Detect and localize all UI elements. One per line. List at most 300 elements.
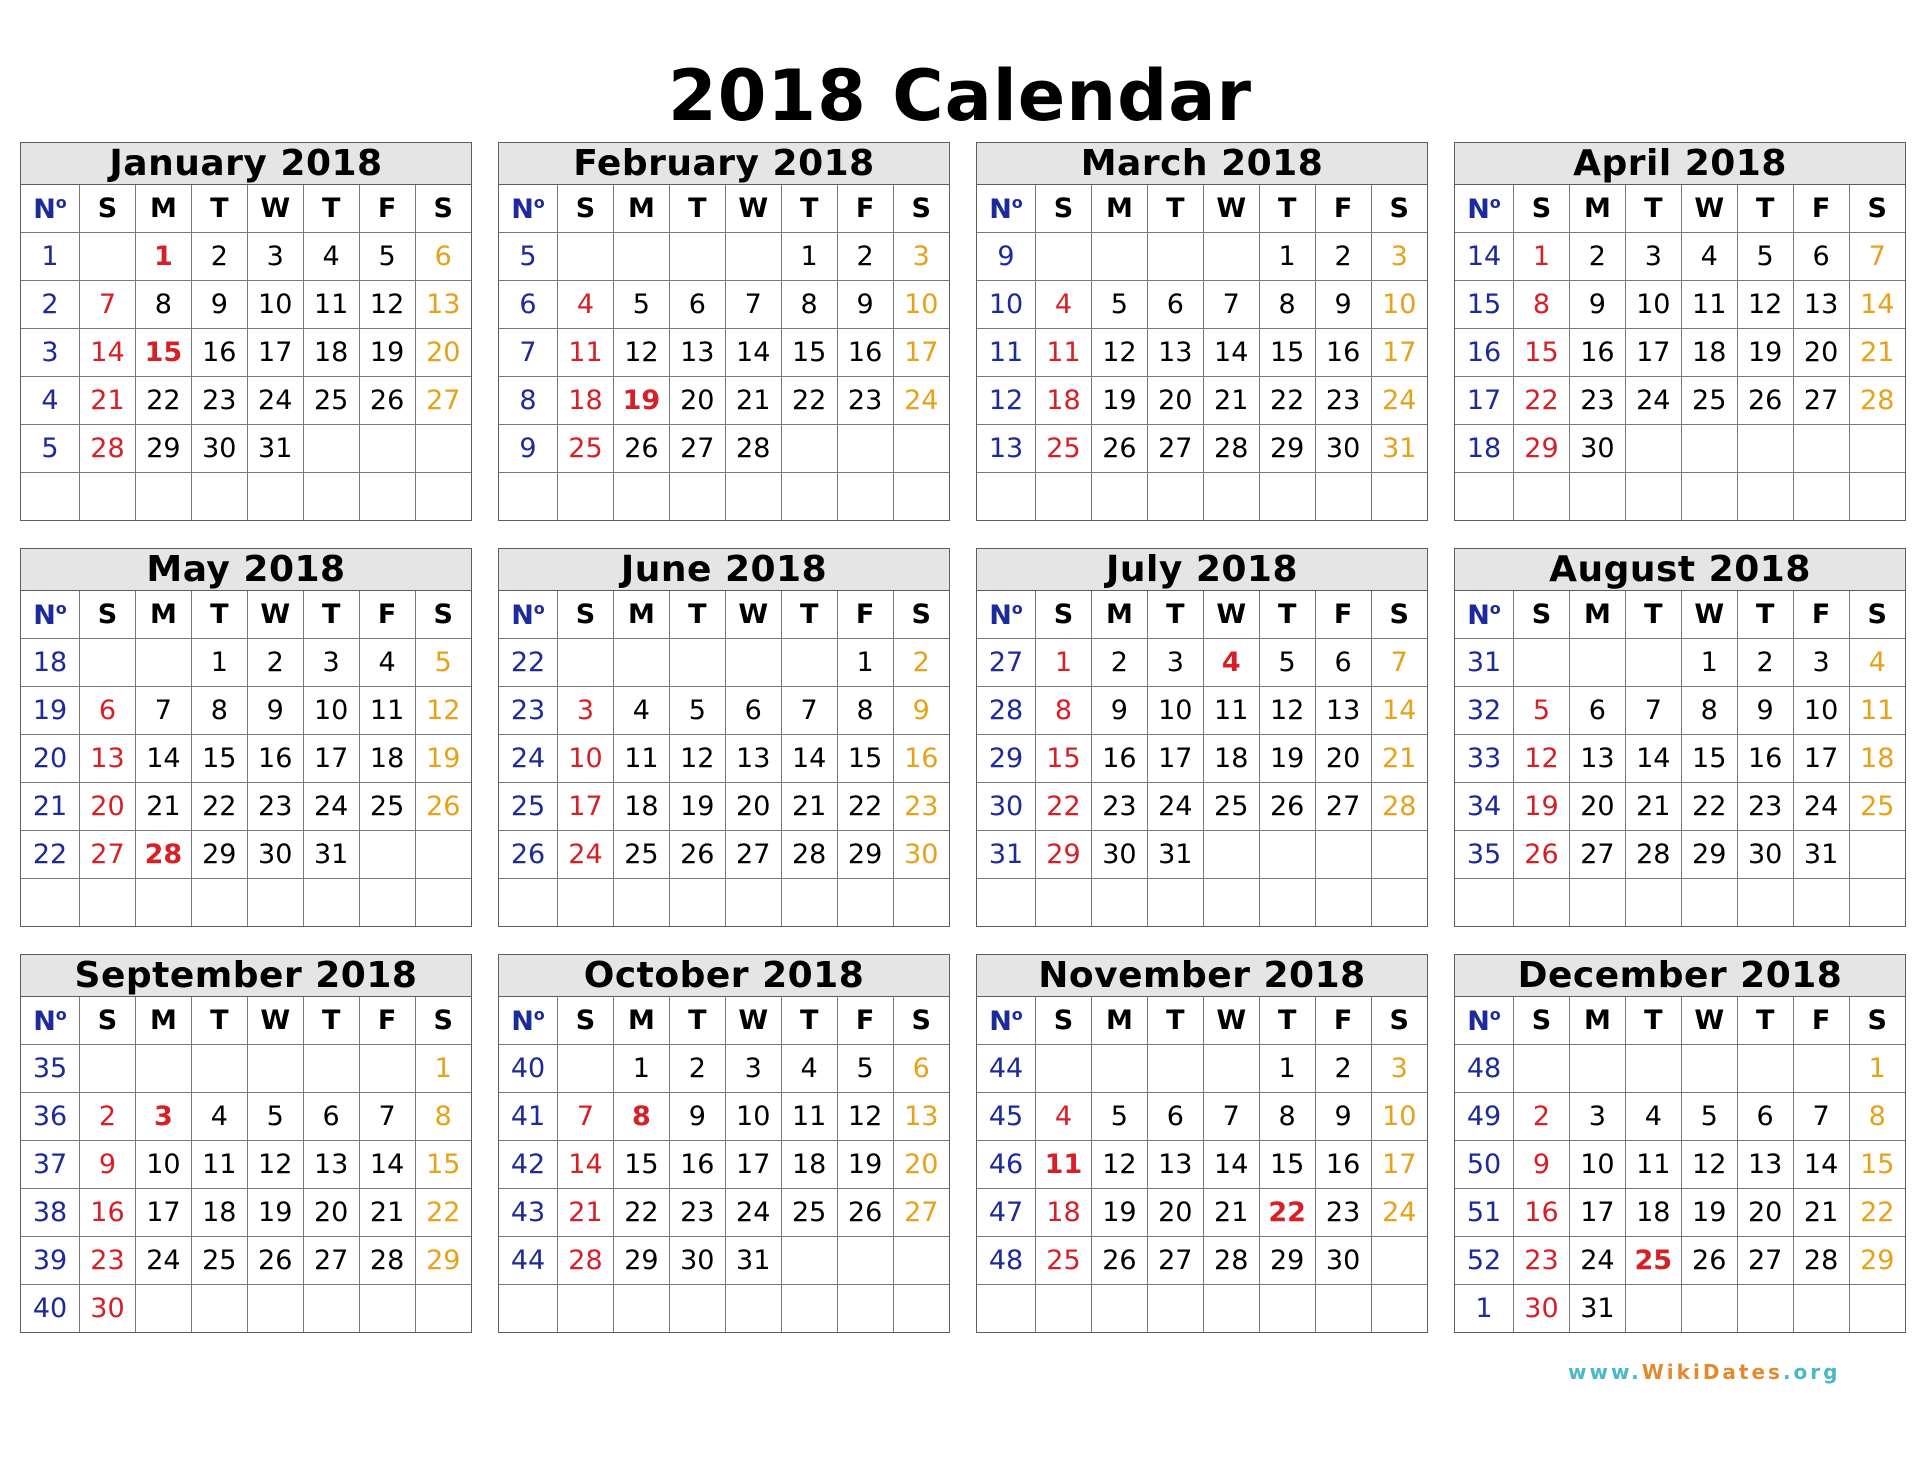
day-cell: 7 — [359, 1093, 415, 1141]
day-cell: 8 — [1681, 687, 1737, 735]
day-cell: 21 — [1203, 1189, 1259, 1237]
week-number: 43 — [499, 1189, 558, 1237]
weekday-label: T — [781, 997, 837, 1045]
day-cell: 16 — [1514, 1189, 1570, 1237]
weekday-header-row — [1455, 185, 1905, 233]
week-number: 21 — [21, 783, 80, 831]
day-cell — [1793, 1045, 1849, 1093]
day-cell — [359, 831, 415, 879]
day-cell: 25 — [613, 831, 669, 879]
weekday-label: M — [1091, 997, 1147, 1045]
day-cell — [1036, 1045, 1092, 1093]
day-cell: 22 — [1681, 783, 1737, 831]
day-cell — [247, 1285, 303, 1333]
day-cell — [725, 233, 781, 281]
weekday-label: W — [1681, 591, 1737, 639]
day-cell — [781, 473, 837, 521]
weekday-label: T — [191, 591, 247, 639]
day-cell — [1203, 233, 1259, 281]
day-cell — [558, 1045, 614, 1093]
week-row — [1455, 233, 1905, 281]
day-cell — [359, 425, 415, 473]
day-cell — [303, 1285, 359, 1333]
day-cell — [1625, 425, 1681, 473]
weekday-label: M — [135, 185, 191, 233]
day-cell: 7 — [135, 687, 191, 735]
week-number: 46 — [977, 1141, 1036, 1189]
day-cell: 9 — [893, 687, 949, 735]
day-cell — [1091, 1285, 1147, 1333]
day-cell: 25 — [1849, 783, 1905, 831]
day-cell: 1 — [1514, 233, 1570, 281]
day-cell — [1203, 831, 1259, 879]
day-cell — [1371, 1285, 1427, 1333]
week-row — [21, 783, 471, 831]
day-cell — [837, 879, 893, 927]
day-cell: 7 — [1371, 639, 1427, 687]
week-row — [1455, 425, 1905, 473]
day-cell: 14 — [781, 735, 837, 783]
month-july — [976, 548, 1428, 927]
week-number: 31 — [977, 831, 1036, 879]
week-row — [499, 639, 949, 687]
day-cell: 7 — [1849, 233, 1905, 281]
day-cell: 23 — [1315, 1189, 1371, 1237]
day-cell: 18 — [1036, 377, 1092, 425]
day-cell: 23 — [1737, 783, 1793, 831]
day-cell: 27 — [415, 377, 471, 425]
day-cell: 26 — [1681, 1237, 1737, 1285]
day-cell: 6 — [1737, 1093, 1793, 1141]
weekday-header-row — [21, 591, 471, 639]
day-cell: 11 — [781, 1093, 837, 1141]
weekday-label: T — [191, 997, 247, 1045]
day-cell — [247, 1045, 303, 1093]
day-cell: 27 — [1793, 377, 1849, 425]
weekday-label: W — [725, 997, 781, 1045]
day-cell: 29 — [1036, 831, 1092, 879]
day-cell: 16 — [247, 735, 303, 783]
day-cell: 11 — [613, 735, 669, 783]
weekday-header-row — [1455, 997, 1905, 1045]
weekday-label: T — [1625, 185, 1681, 233]
week-row — [499, 783, 949, 831]
day-cell: 23 — [1569, 377, 1625, 425]
day-cell: 5 — [1091, 281, 1147, 329]
day-cell — [80, 473, 136, 521]
week-row — [499, 1141, 949, 1189]
calendar-grid — [20, 142, 1906, 1333]
week-number: 40 — [499, 1045, 558, 1093]
day-cell: 25 — [558, 425, 614, 473]
day-cell: 16 — [1091, 735, 1147, 783]
day-cell: 18 — [1681, 329, 1737, 377]
day-cell: 5 — [1514, 687, 1570, 735]
day-cell: 22 — [781, 377, 837, 425]
month-november — [976, 954, 1428, 1333]
day-cell: 19 — [247, 1189, 303, 1237]
weekday-label: W — [247, 185, 303, 233]
month-title: December 2018 — [1455, 955, 1905, 997]
day-cell: 16 — [1315, 329, 1371, 377]
week-number-header: $N^o$ — [21, 997, 80, 1045]
week-number: 11 — [977, 329, 1036, 377]
day-cell — [837, 425, 893, 473]
day-cell — [1315, 1285, 1371, 1333]
month-title: February 2018 — [499, 143, 949, 185]
day-cell — [135, 1045, 191, 1093]
week-row — [977, 1045, 1427, 1093]
weekday-label: T — [1259, 997, 1315, 1045]
weekday-label: M — [1091, 185, 1147, 233]
day-cell — [359, 1045, 415, 1093]
weekday-label: T — [1147, 591, 1203, 639]
weekday-label: S — [415, 185, 471, 233]
week-number: 26 — [499, 831, 558, 879]
day-cell — [1514, 1045, 1570, 1093]
weekday-label: S — [1849, 591, 1905, 639]
day-cell — [669, 1285, 725, 1333]
day-cell: 25 — [303, 377, 359, 425]
day-cell: 8 — [837, 687, 893, 735]
week-number-header: $N^o$ — [21, 185, 80, 233]
day-cell: 11 — [1681, 281, 1737, 329]
week-number: 3 — [21, 329, 80, 377]
day-cell: 17 — [725, 1141, 781, 1189]
day-cell: 8 — [1849, 1093, 1905, 1141]
weekday-label: S — [893, 185, 949, 233]
day-cell: 15 — [1259, 329, 1315, 377]
week-number: 33 — [1455, 735, 1514, 783]
day-cell: 29 — [613, 1237, 669, 1285]
day-cell: 5 — [1681, 1093, 1737, 1141]
week-number: 48 — [977, 1237, 1036, 1285]
weekday-label: M — [613, 185, 669, 233]
day-cell: 7 — [725, 281, 781, 329]
week-number: 37 — [21, 1141, 80, 1189]
weekday-header-row — [499, 185, 949, 233]
day-cell: 28 — [1849, 377, 1905, 425]
week-row — [499, 831, 949, 879]
weekday-header-row — [977, 997, 1427, 1045]
day-cell — [1849, 831, 1905, 879]
day-cell: 13 — [415, 281, 471, 329]
week-row — [1455, 329, 1905, 377]
day-cell: 21 — [1625, 783, 1681, 831]
week-number — [499, 1285, 558, 1333]
week-number: 7 — [499, 329, 558, 377]
week-row — [499, 879, 949, 927]
day-cell — [1793, 1285, 1849, 1333]
week-row — [499, 377, 949, 425]
day-cell — [80, 1045, 136, 1093]
day-cell: 19 — [415, 735, 471, 783]
day-cell: 22 — [191, 783, 247, 831]
weekday-label: M — [135, 997, 191, 1045]
day-cell: 26 — [1259, 783, 1315, 831]
day-cell: 28 — [1203, 1237, 1259, 1285]
day-cell: 21 — [725, 377, 781, 425]
day-cell — [1625, 639, 1681, 687]
day-cell — [1315, 879, 1371, 927]
week-number: 19 — [21, 687, 80, 735]
weekday-label: T — [1147, 997, 1203, 1045]
day-cell — [1315, 473, 1371, 521]
day-cell: 18 — [1036, 1189, 1092, 1237]
weekday-label: S — [1514, 185, 1570, 233]
week-row — [977, 1285, 1427, 1333]
day-cell: 24 — [1793, 783, 1849, 831]
day-cell — [725, 473, 781, 521]
week-number: 4 — [21, 377, 80, 425]
day-cell: 12 — [359, 281, 415, 329]
week-number — [499, 879, 558, 927]
day-cell: 10 — [247, 281, 303, 329]
day-cell: 20 — [1147, 1189, 1203, 1237]
day-cell — [1625, 1285, 1681, 1333]
week-number: 45 — [977, 1093, 1036, 1141]
day-cell: 29 — [837, 831, 893, 879]
day-cell — [893, 1237, 949, 1285]
day-cell — [1036, 879, 1092, 927]
day-cell — [80, 879, 136, 927]
week-row — [21, 1093, 471, 1141]
day-cell — [613, 233, 669, 281]
day-cell: 14 — [1371, 687, 1427, 735]
weekday-label: M — [613, 997, 669, 1045]
weekday-label: S — [893, 591, 949, 639]
day-cell: 10 — [893, 281, 949, 329]
day-cell — [837, 473, 893, 521]
day-cell: 6 — [1147, 1093, 1203, 1141]
day-cell — [1849, 1285, 1905, 1333]
day-cell — [1091, 473, 1147, 521]
day-cell: 15 — [1681, 735, 1737, 783]
day-cell: 24 — [1569, 1237, 1625, 1285]
day-cell: 18 — [303, 329, 359, 377]
day-cell: 10 — [1793, 687, 1849, 735]
day-cell: 8 — [781, 281, 837, 329]
day-cell: 27 — [1315, 783, 1371, 831]
day-cell — [303, 1045, 359, 1093]
day-cell — [558, 1285, 614, 1333]
day-cell — [669, 879, 725, 927]
week-number-header: $N^o$ — [1455, 185, 1514, 233]
day-cell: 4 — [1203, 639, 1259, 687]
week-number: 32 — [1455, 687, 1514, 735]
day-cell: 31 — [1147, 831, 1203, 879]
day-cell: 1 — [781, 233, 837, 281]
week-row — [1455, 783, 1905, 831]
day-cell: 18 — [1203, 735, 1259, 783]
week-number: 9 — [499, 425, 558, 473]
week-number: 28 — [977, 687, 1036, 735]
week-number-header: $N^o$ — [1455, 591, 1514, 639]
day-cell: 18 — [1849, 735, 1905, 783]
day-cell — [359, 879, 415, 927]
day-cell: 2 — [1315, 233, 1371, 281]
day-cell — [191, 1285, 247, 1333]
week-number: 13 — [977, 425, 1036, 473]
week-row — [977, 281, 1427, 329]
day-cell: 28 — [80, 425, 136, 473]
day-cell: 16 — [893, 735, 949, 783]
day-cell: 6 — [893, 1045, 949, 1093]
week-number — [977, 473, 1036, 521]
day-cell: 25 — [1203, 783, 1259, 831]
day-cell: 1 — [415, 1045, 471, 1093]
day-cell: 6 — [415, 233, 471, 281]
weekday-label: M — [1569, 591, 1625, 639]
month-title: January 2018 — [21, 143, 471, 185]
weekday-label: W — [1681, 185, 1737, 233]
day-cell: 30 — [1737, 831, 1793, 879]
day-cell — [613, 879, 669, 927]
weekday-header-row — [21, 185, 471, 233]
day-cell: 14 — [135, 735, 191, 783]
week-row — [977, 1141, 1427, 1189]
day-cell — [558, 233, 614, 281]
week-row — [21, 879, 471, 927]
day-cell: 3 — [1147, 639, 1203, 687]
day-cell — [1203, 1045, 1259, 1093]
weekday-label: F — [1793, 997, 1849, 1045]
day-cell: 22 — [1514, 377, 1570, 425]
week-row — [499, 425, 949, 473]
day-cell — [1259, 879, 1315, 927]
day-cell: 20 — [1569, 783, 1625, 831]
day-cell: 9 — [837, 281, 893, 329]
weekday-label: S — [80, 997, 136, 1045]
watermark-prefix: www. — [1568, 1360, 1642, 1384]
week-number: 40 — [21, 1285, 80, 1333]
week-row — [21, 281, 471, 329]
week-number: 51 — [1455, 1189, 1514, 1237]
week-number: 18 — [1455, 425, 1514, 473]
day-cell — [1203, 473, 1259, 521]
month-title: July 2018 — [977, 549, 1427, 591]
day-cell — [1625, 879, 1681, 927]
day-cell: 27 — [1147, 1237, 1203, 1285]
day-cell — [415, 425, 471, 473]
weekday-label: S — [1514, 591, 1570, 639]
day-cell — [415, 1285, 471, 1333]
day-cell: 15 — [837, 735, 893, 783]
month-days-table — [499, 997, 949, 1332]
day-cell: 24 — [303, 783, 359, 831]
month-days-table — [1455, 591, 1905, 926]
month-may — [20, 548, 472, 927]
day-cell: 4 — [1849, 639, 1905, 687]
day-cell: 28 — [359, 1237, 415, 1285]
day-cell: 7 — [558, 1093, 614, 1141]
day-cell — [1147, 879, 1203, 927]
week-number: 23 — [499, 687, 558, 735]
day-cell: 6 — [1147, 281, 1203, 329]
weekday-header-row — [499, 591, 949, 639]
day-cell: 27 — [1569, 831, 1625, 879]
day-cell: 30 — [893, 831, 949, 879]
day-cell: 24 — [558, 831, 614, 879]
weekday-header-row — [21, 997, 471, 1045]
day-cell — [725, 1285, 781, 1333]
day-cell: 10 — [558, 735, 614, 783]
day-cell: 19 — [1259, 735, 1315, 783]
week-number: 41 — [499, 1093, 558, 1141]
day-cell: 11 — [558, 329, 614, 377]
day-cell — [1147, 1285, 1203, 1333]
day-cell: 22 — [1259, 1189, 1315, 1237]
week-row — [977, 1093, 1427, 1141]
day-cell: 15 — [1514, 329, 1570, 377]
day-cell: 30 — [1315, 1237, 1371, 1285]
day-cell: 13 — [893, 1093, 949, 1141]
day-cell: 6 — [1315, 639, 1371, 687]
day-cell: 11 — [1036, 329, 1092, 377]
day-cell: 9 — [80, 1141, 136, 1189]
weekday-label: F — [837, 591, 893, 639]
week-row — [1455, 879, 1905, 927]
week-number-header: $N^o$ — [499, 591, 558, 639]
day-cell: 4 — [1681, 233, 1737, 281]
day-cell — [1793, 473, 1849, 521]
day-cell: 7 — [1203, 1093, 1259, 1141]
day-cell: 2 — [837, 233, 893, 281]
day-cell: 26 — [415, 783, 471, 831]
weekday-label: F — [359, 997, 415, 1045]
day-cell: 13 — [1147, 1141, 1203, 1189]
week-number: 48 — [1455, 1045, 1514, 1093]
day-cell: 26 — [613, 425, 669, 473]
week-row — [21, 1141, 471, 1189]
day-cell: 24 — [135, 1237, 191, 1285]
day-cell: 11 — [1036, 1141, 1092, 1189]
day-cell: 12 — [669, 735, 725, 783]
month-days-table — [21, 591, 471, 926]
week-row — [977, 639, 1427, 687]
day-cell: 29 — [1259, 425, 1315, 473]
day-cell — [1147, 1045, 1203, 1093]
day-cell — [669, 473, 725, 521]
day-cell: 9 — [1315, 281, 1371, 329]
day-cell: 27 — [725, 831, 781, 879]
day-cell: 13 — [725, 735, 781, 783]
week-row — [499, 1237, 949, 1285]
day-cell — [1091, 879, 1147, 927]
day-cell: 23 — [1514, 1237, 1570, 1285]
day-cell: 23 — [191, 377, 247, 425]
day-cell: 11 — [1625, 1141, 1681, 1189]
month-june — [498, 548, 950, 927]
day-cell — [359, 1285, 415, 1333]
day-cell — [415, 473, 471, 521]
weekday-label: M — [135, 591, 191, 639]
day-cell: 23 — [1315, 377, 1371, 425]
week-number: 35 — [21, 1045, 80, 1093]
day-cell: 22 — [1849, 1189, 1905, 1237]
day-cell: 28 — [1203, 425, 1259, 473]
weekday-label: S — [1036, 591, 1092, 639]
day-cell — [669, 639, 725, 687]
weekday-header-row — [1455, 591, 1905, 639]
day-cell: 3 — [1625, 233, 1681, 281]
day-cell — [1036, 1285, 1092, 1333]
weekday-label: M — [1569, 185, 1625, 233]
day-cell: 22 — [1036, 783, 1092, 831]
day-cell: 10 — [1625, 281, 1681, 329]
day-cell: 24 — [1371, 377, 1427, 425]
day-cell — [781, 1285, 837, 1333]
